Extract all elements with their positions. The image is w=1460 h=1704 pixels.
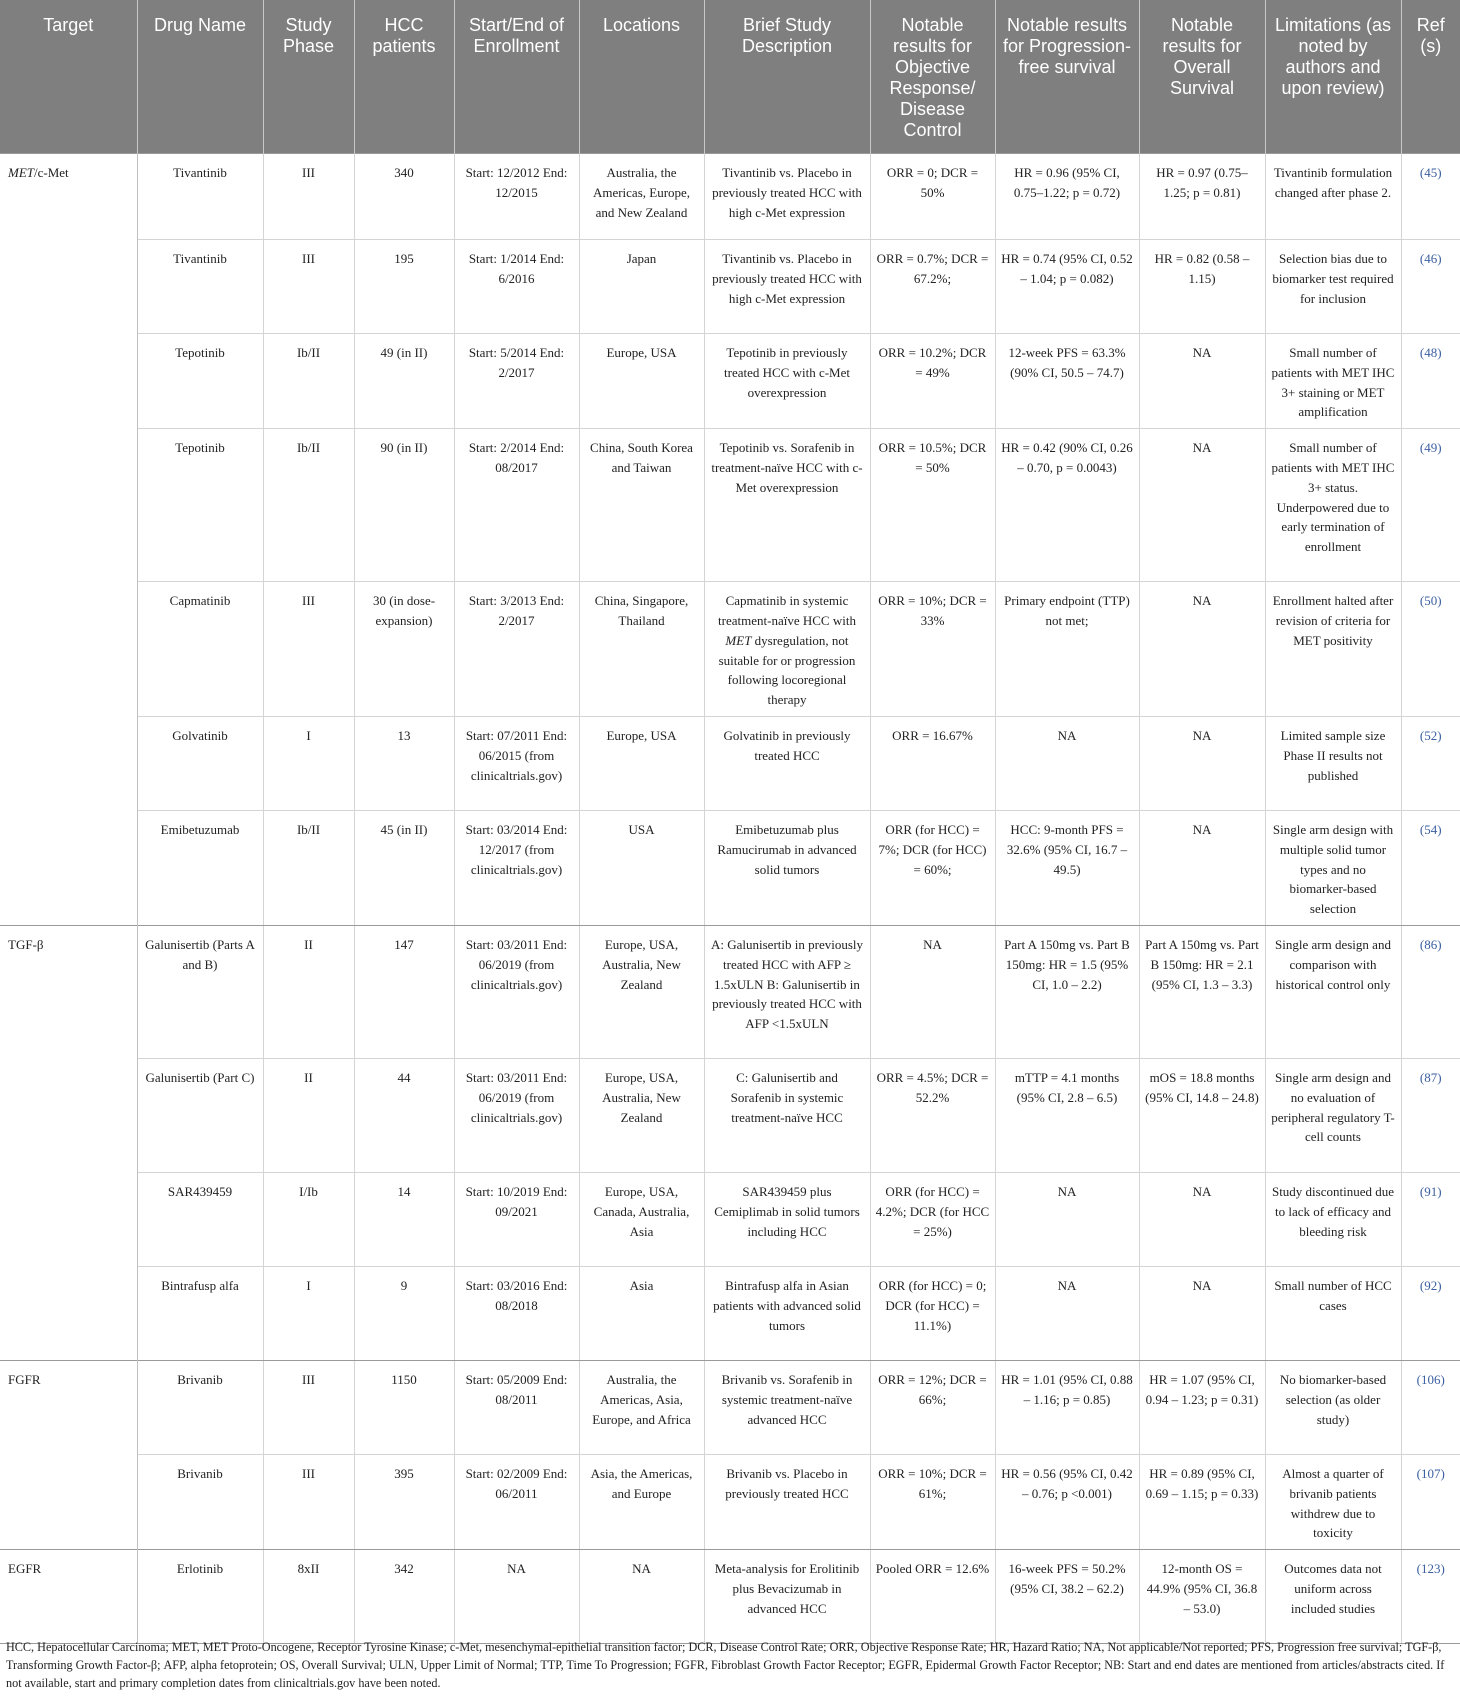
orr-cell: ORR (for HCC) = 7%; DCR (for HCC) = 60%; bbox=[870, 810, 995, 925]
table-row bbox=[0, 154, 1460, 240]
phase-cell: III bbox=[263, 240, 354, 334]
description-cell: C: Galunisertib and Sorafenib in systemic treatment-naïve HCC bbox=[704, 1058, 870, 1172]
pfs-cell: HR = 0.42 (90% CI, 0.26 – 0.70, p = 0.0043) bbox=[995, 429, 1139, 582]
patients-cell: 49 (in II) bbox=[354, 334, 454, 429]
table-header bbox=[0, 0, 1460, 154]
table-row bbox=[0, 716, 1460, 810]
limitations-cell: Study discontinued due to lack of efficacy and bleeding risk bbox=[1265, 1172, 1401, 1266]
enrollment-cell: Start: 02/2009 End: 06/2011 bbox=[454, 1454, 579, 1549]
enrollment-cell: Start: 2/2014 End: 08/2017 bbox=[454, 429, 579, 582]
ref-link[interactable]: (92) bbox=[1401, 1266, 1460, 1360]
patients-cell: 90 (in II) bbox=[354, 429, 454, 582]
pfs-cell: NA bbox=[995, 1172, 1139, 1266]
limitations-cell: Limited sample size Phase II results not published bbox=[1265, 716, 1401, 810]
header-limitations: Limitations (as noted by authors and upon review) bbox=[1265, 0, 1401, 154]
locations-cell: China, South Korea and Taiwan bbox=[579, 429, 704, 582]
ref-link[interactable]: (87) bbox=[1401, 1058, 1460, 1172]
enrollment-cell: Start: 07/2011 End: 06/2015 (from clinicaltrials.gov) bbox=[454, 716, 579, 810]
target-label: /c-Met bbox=[34, 165, 69, 180]
pfs-cell: Part A 150mg vs. Part B 150mg: HR = 1.5 (95% CI, 1.0 – 2.2) bbox=[995, 925, 1139, 1058]
pfs-cell: Primary endpoint (TTP) not met; bbox=[995, 582, 1139, 717]
header-description: Brief Study Description bbox=[704, 0, 870, 154]
limitations-cell: Outcomes data not uniform across included studies bbox=[1265, 1550, 1401, 1644]
table-row bbox=[0, 429, 1460, 582]
enrollment-cell: Start: 03/2011 End: 06/2019 (from clinicaltrials.gov) bbox=[454, 1058, 579, 1172]
locations-cell: USA bbox=[579, 810, 704, 925]
patients-cell: 1150 bbox=[354, 1360, 454, 1454]
os-cell: 12-month OS = 44.9% (95% CI, 36.8 – 53.0) bbox=[1139, 1550, 1265, 1644]
header-pfs: Notable results for Progression-free survival bbox=[995, 0, 1139, 154]
pfs-cell: HR = 0.74 (95% CI, 0.52 – 1.04; p = 0.082) bbox=[995, 240, 1139, 334]
table-row bbox=[0, 1266, 1460, 1360]
patients-cell: 340 bbox=[354, 154, 454, 240]
os-cell: NA bbox=[1139, 429, 1265, 582]
target-gene: MET bbox=[8, 165, 34, 180]
phase-cell: I bbox=[263, 1266, 354, 1360]
limitations-cell: No biomarker-based selection (as older study) bbox=[1265, 1360, 1401, 1454]
phase-cell: III bbox=[263, 1454, 354, 1549]
orr-cell: ORR = 4.5%; DCR = 52.2% bbox=[870, 1058, 995, 1172]
table-footnote: HCC, Hepatocellular Carcinoma; MET, MET Proto-Oncogene, Receptor Tyrosine Kinase; c-Met, mesenchymal-epithelial transition factor; DCR, Disease Control Rate; ORR, Objective Response Rate; HR, Hazard Ratio; NA, Not applicable/Not reported; PFS, Progression free survival; TGF-β, Transforming Growth Factor-β; AFP, alpha fetoprotein; OS, Overall Survival; ULN, Upper Limit of Normal; TTP, Time To Progression; FGFR, Fibroblast Growth Factor Receptor; EGFR, Epidermal Growth Factor Receptor; NB: Start and end dates are mentioned from articles/abstracts cited. If not available, start and primary completion dates from clinicaltrials.gov have been noted. bbox=[6, 1640, 1445, 1690]
orr-cell: ORR = 0.7%; DCR = 67.2%; bbox=[870, 240, 995, 334]
limitations-cell: Small number of HCC cases bbox=[1265, 1266, 1401, 1360]
table-body bbox=[0, 154, 1460, 1644]
header-row bbox=[0, 0, 1460, 154]
orr-cell: ORR = 10%; DCR = 61%; bbox=[870, 1454, 995, 1549]
table-row bbox=[0, 810, 1460, 925]
ref-link[interactable]: (45) bbox=[1401, 154, 1460, 240]
drug-cell: Golvatinib bbox=[137, 716, 263, 810]
description-cell bbox=[704, 582, 870, 717]
enrollment-cell: Start: 03/2014 End: 12/2017 (from clinicaltrials.gov) bbox=[454, 810, 579, 925]
os-cell: NA bbox=[1139, 1172, 1265, 1266]
pfs-cell: NA bbox=[995, 1266, 1139, 1360]
phase-cell: Ib/II bbox=[263, 429, 354, 582]
description-cell: Brivanib vs. Placebo in previously treated HCC bbox=[704, 1454, 870, 1549]
orr-cell: ORR (for HCC) = 0; DCR (for HCC) = 11.1%) bbox=[870, 1266, 995, 1360]
os-cell: mOS = 18.8 months (95% CI, 14.8 – 24.8) bbox=[1139, 1058, 1265, 1172]
ref-link[interactable]: (123) bbox=[1401, 1550, 1460, 1644]
target-cell: EGFR bbox=[0, 1550, 137, 1644]
orr-cell: ORR = 12%; DCR = 66%; bbox=[870, 1360, 995, 1454]
description-cell: Tivantinib vs. Placebo in previously treated HCC with high c-Met expression bbox=[704, 154, 870, 240]
patients-cell: 14 bbox=[354, 1172, 454, 1266]
drug-cell: Brivanib bbox=[137, 1360, 263, 1454]
table-row bbox=[0, 1058, 1460, 1172]
description-cell: Bintrafusp alfa in Asian patients with advanced solid tumors bbox=[704, 1266, 870, 1360]
limitations-cell: Single arm design and comparison with historical control only bbox=[1265, 925, 1401, 1058]
pfs-cell: HR = 0.56 (95% CI, 0.42 – 0.76; p <0.001) bbox=[995, 1454, 1139, 1549]
patients-cell: 195 bbox=[354, 240, 454, 334]
header-orr-dcr: Notable results for Objective Response/ Disease Control bbox=[870, 0, 995, 154]
table-row bbox=[0, 925, 1460, 1058]
orr-cell: NA bbox=[870, 925, 995, 1058]
locations-cell: China, Singapore, Thailand bbox=[579, 582, 704, 717]
header-enrollment: Start/End of Enrollment bbox=[454, 0, 579, 154]
drug-cell: SAR439459 bbox=[137, 1172, 263, 1266]
os-cell: NA bbox=[1139, 334, 1265, 429]
description-cell: Meta-analysis for Erolitinib plus Bevacizumab in advanced HCC bbox=[704, 1550, 870, 1644]
header-ref: Ref (s) bbox=[1401, 0, 1460, 154]
locations-cell: NA bbox=[579, 1550, 704, 1644]
description-cell: Emibetuzumab plus Ramucirumab in advanced solid tumors bbox=[704, 810, 870, 925]
drug-cell: Tepotinib bbox=[137, 429, 263, 582]
enrollment-cell: Start: 1/2014 End: 6/2016 bbox=[454, 240, 579, 334]
orr-cell: ORR = 10.5%; DCR = 50% bbox=[870, 429, 995, 582]
enrollment-cell: Start: 5/2014 End: 2/2017 bbox=[454, 334, 579, 429]
ref-link[interactable]: (50) bbox=[1401, 582, 1460, 717]
os-cell: Part A 150mg vs. Part B 150mg: HR = 2.1 (95% CI, 1.3 – 3.3) bbox=[1139, 925, 1265, 1058]
limitations-cell: Small number of patients with MET IHC 3+ status. Underpowered due to early termination of enrollment bbox=[1265, 429, 1401, 582]
phase-cell: III bbox=[263, 154, 354, 240]
os-cell: NA bbox=[1139, 810, 1265, 925]
header-hcc-patients: HCC patients bbox=[354, 0, 454, 154]
drug-cell: Brivanib bbox=[137, 1454, 263, 1549]
table-row bbox=[0, 334, 1460, 429]
description-cell: A: Galunisertib in previously treated HCC with AFP ≥ 1.5xULN B: Galunisertib in previously treated HCC with AFP <1.5xULN bbox=[704, 925, 870, 1058]
phase-cell: I/Ib bbox=[263, 1172, 354, 1266]
patients-cell: 44 bbox=[354, 1058, 454, 1172]
drug-cell: Tivantinib bbox=[137, 154, 263, 240]
locations-cell: Europe, USA, Australia, New Zealand bbox=[579, 1058, 704, 1172]
pfs-cell: HR = 0.96 (95% CI, 0.75–1.22; p = 0.72) bbox=[995, 154, 1139, 240]
limitations-cell: Single arm design with multiple solid tumor types and no biomarker-based selection bbox=[1265, 810, 1401, 925]
os-cell: NA bbox=[1139, 716, 1265, 810]
locations-cell: Asia, the Americas, and Europe bbox=[579, 1454, 704, 1549]
orr-cell: Pooled ORR = 12.6% bbox=[870, 1550, 995, 1644]
description-cell: Tepotinib vs. Sorafenib in treatment-naïve HCC with c-Met overexpression bbox=[704, 429, 870, 582]
limitations-cell: Tivantinib formulation changed after phase 2. bbox=[1265, 154, 1401, 240]
limitations-cell: Selection bias due to biomarker test required for inclusion bbox=[1265, 240, 1401, 334]
os-cell: HR = 0.89 (95% CI, 0.69 – 1.15; p = 0.33) bbox=[1139, 1454, 1265, 1549]
target-cell bbox=[0, 154, 137, 926]
locations-cell: Europe, USA, Australia, New Zealand bbox=[579, 925, 704, 1058]
phase-cell: Ib/II bbox=[263, 810, 354, 925]
table-row bbox=[0, 582, 1460, 717]
limitations-cell: Single arm design and no evaluation of peripheral regulatory T-cell counts bbox=[1265, 1058, 1401, 1172]
phase-cell: III bbox=[263, 1360, 354, 1454]
os-cell: NA bbox=[1139, 1266, 1265, 1360]
phase-cell: Ib/II bbox=[263, 334, 354, 429]
locations-cell: Australia, the Americas, Asia, Europe, and Africa bbox=[579, 1360, 704, 1454]
ref-link[interactable]: (106) bbox=[1401, 1360, 1460, 1454]
description-part: dysregulation, not suitable for or progression following locoregional therapy bbox=[718, 632, 856, 708]
ref-link[interactable]: (52) bbox=[1401, 716, 1460, 810]
locations-cell: Europe, USA bbox=[579, 716, 704, 810]
header-os: Notable results for Overall Survival bbox=[1139, 0, 1265, 154]
pfs-cell: HCC: 9-month PFS = 32.6% (95% CI, 16.7 – 49.5) bbox=[995, 810, 1139, 925]
enrollment-cell: Start: 12/2012 End: 12/2015 bbox=[454, 154, 579, 240]
target-cell: FGFR bbox=[0, 1360, 137, 1549]
description-cell: Tivantinib vs. Placebo in previously treated HCC with high c-Met expression bbox=[704, 240, 870, 334]
description-cell: Golvatinib in previously treated HCC bbox=[704, 716, 870, 810]
description-cell: SAR439459 plus Cemiplimab in solid tumors including HCC bbox=[704, 1172, 870, 1266]
drug-cell: Galunisertib (Parts A and B) bbox=[137, 925, 263, 1058]
enrollment-cell: Start: 05/2009 End: 08/2011 bbox=[454, 1360, 579, 1454]
phase-cell: III bbox=[263, 582, 354, 717]
ref-link[interactable]: (54) bbox=[1401, 810, 1460, 925]
drug-cell: Capmatinib bbox=[137, 582, 263, 717]
description-part: Capmatinib in systemic treatment-naïve HCC with bbox=[718, 593, 856, 628]
table-row bbox=[0, 1172, 1460, 1266]
limitations-cell: Almost a quarter of brivanib patients withdrew due to toxicity bbox=[1265, 1454, 1401, 1549]
locations-cell: Asia bbox=[579, 1266, 704, 1360]
enrollment-cell: Start: 3/2013 End: 2/2017 bbox=[454, 582, 579, 717]
drug-cell: Bintrafusp alfa bbox=[137, 1266, 263, 1360]
phase-cell: II bbox=[263, 925, 354, 1058]
header-locations: Locations bbox=[579, 0, 704, 154]
header-study-phase: Study Phase bbox=[263, 0, 354, 154]
enrollment-cell: Start: 10/2019 End: 09/2021 bbox=[454, 1172, 579, 1266]
os-cell: HR = 0.82 (0.58 – 1.15) bbox=[1139, 240, 1265, 334]
os-cell: NA bbox=[1139, 582, 1265, 717]
phase-cell: II bbox=[263, 1058, 354, 1172]
table-row bbox=[0, 240, 1460, 334]
limitations-cell: Enrollment halted after revision of criteria for MET positivity bbox=[1265, 582, 1401, 717]
enrollment-cell: Start: 03/2016 End: 08/2018 bbox=[454, 1266, 579, 1360]
description-cell: Brivanib vs. Sorafenib in systemic treatment-naïve advanced HCC bbox=[704, 1360, 870, 1454]
orr-cell: ORR = 10%; DCR = 33% bbox=[870, 582, 995, 717]
pfs-cell: HR = 1.01 (95% CI, 0.88 – 1.16; p = 0.85) bbox=[995, 1360, 1139, 1454]
orr-cell: ORR (for HCC) = 4.2%; DCR (for HCC = 25%) bbox=[870, 1172, 995, 1266]
orr-cell: ORR = 10.2%; DCR = 49% bbox=[870, 334, 995, 429]
orr-cell: ORR = 16.67% bbox=[870, 716, 995, 810]
patients-cell: 9 bbox=[354, 1266, 454, 1360]
patients-cell: 45 (in II) bbox=[354, 810, 454, 925]
pfs-cell: mTTP = 4.1 months (95% CI, 2.8 – 6.5) bbox=[995, 1058, 1139, 1172]
enrollment-cell: Start: 03/2011 End: 06/2019 (from clinicaltrials.gov) bbox=[454, 925, 579, 1058]
target-cell: TGF-β bbox=[0, 925, 137, 1360]
phase-cell: 8xII bbox=[263, 1550, 354, 1644]
drug-cell: Tepotinib bbox=[137, 334, 263, 429]
description-gene: MET bbox=[725, 632, 752, 648]
locations-cell: Europe, USA, Canada, Australia, Asia bbox=[579, 1172, 704, 1266]
table-row bbox=[0, 1454, 1460, 1549]
enrollment-cell: NA bbox=[454, 1550, 579, 1644]
patients-cell: 13 bbox=[354, 716, 454, 810]
locations-cell: Australia, the Americas, Europe, and New Zealand bbox=[579, 154, 704, 240]
ref-link[interactable]: (86) bbox=[1401, 925, 1460, 1058]
patients-cell: 395 bbox=[354, 1454, 454, 1549]
phase-cell: I bbox=[263, 716, 354, 810]
locations-cell: Japan bbox=[579, 240, 704, 334]
pfs-cell: 12-week PFS = 63.3% (90% CI, 50.5 – 74.7) bbox=[995, 334, 1139, 429]
pfs-cell: NA bbox=[995, 716, 1139, 810]
orr-cell: ORR = 0; DCR = 50% bbox=[870, 154, 995, 240]
patients-cell: 30 (in dose-expansion) bbox=[354, 582, 454, 717]
pfs-cell: 16-week PFS = 50.2% (95% CI, 38.2 – 62.2) bbox=[995, 1550, 1139, 1644]
drug-cell: Erlotinib bbox=[137, 1550, 263, 1644]
patients-cell: 342 bbox=[354, 1550, 454, 1644]
ref-link[interactable]: (107) bbox=[1401, 1454, 1460, 1549]
drug-cell: Emibetuzumab bbox=[137, 810, 263, 925]
drug-cell: Tivantinib bbox=[137, 240, 263, 334]
header-target: Target bbox=[0, 0, 137, 154]
patients-cell: 147 bbox=[354, 925, 454, 1058]
locations-cell: Europe, USA bbox=[579, 334, 704, 429]
os-cell: HR = 0.97 (0.75–1.25; p = 0.81) bbox=[1139, 154, 1265, 240]
table-row bbox=[0, 1360, 1460, 1454]
os-cell: HR = 1.07 (95% CI, 0.94 – 1.23; p = 0.31) bbox=[1139, 1360, 1265, 1454]
table-row bbox=[0, 1550, 1460, 1644]
description-cell: Tepotinib in previously treated HCC with c-Met overexpression bbox=[704, 334, 870, 429]
ref-link[interactable]: (91) bbox=[1401, 1172, 1460, 1266]
limitations-cell: Small number of patients with MET IHC 3+ staining or MET amplification bbox=[1265, 334, 1401, 429]
header-drug-name: Drug Name bbox=[137, 0, 263, 154]
ref-link[interactable]: (48) bbox=[1401, 334, 1460, 429]
ref-link[interactable]: (49) bbox=[1401, 429, 1460, 582]
ref-link[interactable]: (46) bbox=[1401, 240, 1460, 334]
drug-cell: Galunisertib (Part C) bbox=[137, 1058, 263, 1172]
